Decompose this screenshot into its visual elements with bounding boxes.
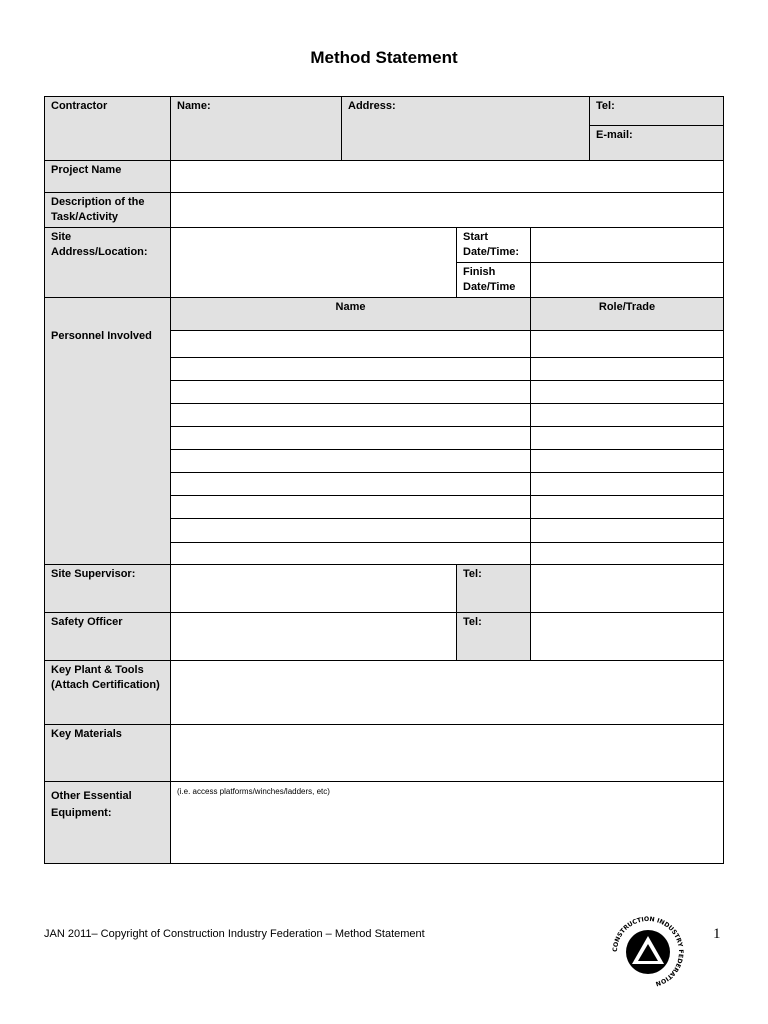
svg-text:CONSTRUCTION INDUSTRY FEDERATI: CONSTRUCTION INDUSTRY FEDERATION xyxy=(611,915,685,988)
personnel-role-cell[interactable] xyxy=(531,496,724,519)
safety-officer-label: Safety Officer xyxy=(45,613,171,661)
personnel-role-cell[interactable] xyxy=(531,331,724,358)
personnel-name-cell[interactable] xyxy=(171,358,531,381)
personnel-name-cell[interactable] xyxy=(171,381,531,404)
personnel-name-cell[interactable] xyxy=(171,331,531,358)
key-plant-field[interactable] xyxy=(171,661,724,725)
site-address-field[interactable] xyxy=(171,228,457,298)
contractor-address-field[interactable] xyxy=(342,97,590,161)
personnel-name-cell[interactable] xyxy=(171,496,531,519)
personnel-name-cell[interactable] xyxy=(171,404,531,427)
start-datetime-label: Start Date/Time: xyxy=(457,228,531,263)
other-equipment-hint: (i.e. access platforms/winches/ladders, etc) xyxy=(177,787,330,796)
finish-datetime-field[interactable] xyxy=(531,263,724,298)
personnel-name-cell[interactable] xyxy=(171,450,531,473)
contractor-name-label: Name: xyxy=(177,100,211,112)
personnel-role-cell[interactable] xyxy=(531,427,724,450)
other-equipment-label: Other Essential Equipment: xyxy=(45,782,171,864)
site-supervisor-field[interactable] xyxy=(171,565,457,613)
contractor-email-field[interactable] xyxy=(590,126,724,161)
other-equipment-field[interactable] xyxy=(171,782,724,864)
contractor-name-field[interactable] xyxy=(171,97,342,161)
description-label: Description of the Task/Activity xyxy=(45,193,171,228)
site-supervisor-tel-label: Tel: xyxy=(457,565,531,613)
personnel-role-cell[interactable] xyxy=(531,404,724,427)
key-materials-label: Key Materials xyxy=(45,725,171,782)
description-field[interactable] xyxy=(171,193,724,228)
site-supervisor-label: Site Supervisor: xyxy=(45,565,171,613)
contractor-tel-label: Tel: xyxy=(596,100,615,112)
personnel-role-cell[interactable] xyxy=(531,381,724,404)
project-name-field[interactable] xyxy=(171,161,724,193)
project-name-label: Project Name xyxy=(45,161,171,193)
contractor-tel-field[interactable] xyxy=(590,97,724,126)
personnel-role-cell[interactable] xyxy=(531,450,724,473)
safety-officer-tel-label: Tel: xyxy=(457,613,531,661)
finish-datetime-label: Finish Date/Time xyxy=(457,263,531,298)
personnel-role-header: Role/Trade xyxy=(531,298,724,331)
safety-officer-field[interactable] xyxy=(171,613,457,661)
site-address-label: Site Address/Location: xyxy=(45,228,171,298)
personnel-role-cell[interactable] xyxy=(531,543,724,565)
site-supervisor-tel-field[interactable] xyxy=(531,565,724,613)
method-statement-form xyxy=(44,96,724,864)
contractor-email-label: E-mail: xyxy=(596,129,633,141)
key-materials-field[interactable] xyxy=(171,725,724,782)
personnel-role-cell[interactable] xyxy=(531,358,724,381)
personnel-name-header: Name xyxy=(171,298,531,331)
contractor-address-label: Address: xyxy=(348,100,396,112)
key-plant-label: Key Plant & Tools (Attach Certification) xyxy=(45,661,171,725)
personnel-name-cell[interactable] xyxy=(171,427,531,450)
personnel-role-cell[interactable] xyxy=(531,519,724,543)
contractor-label: Contractor xyxy=(45,97,171,161)
footer-copyright: JAN 2011– Copyright of Construction Industry Federation – Method Statement xyxy=(44,928,425,940)
page-title: Method Statement xyxy=(310,48,458,67)
page-number: 1 xyxy=(713,926,721,942)
personnel-name-cell[interactable] xyxy=(171,519,531,543)
safety-officer-tel-field[interactable] xyxy=(531,613,724,661)
personnel-label: Personnel Involved xyxy=(45,298,171,565)
cif-logo-icon xyxy=(610,912,686,992)
start-datetime-field[interactable] xyxy=(531,228,724,263)
personnel-name-cell[interactable] xyxy=(171,543,531,565)
personnel-name-cell[interactable] xyxy=(171,473,531,496)
personnel-role-cell[interactable] xyxy=(531,473,724,496)
